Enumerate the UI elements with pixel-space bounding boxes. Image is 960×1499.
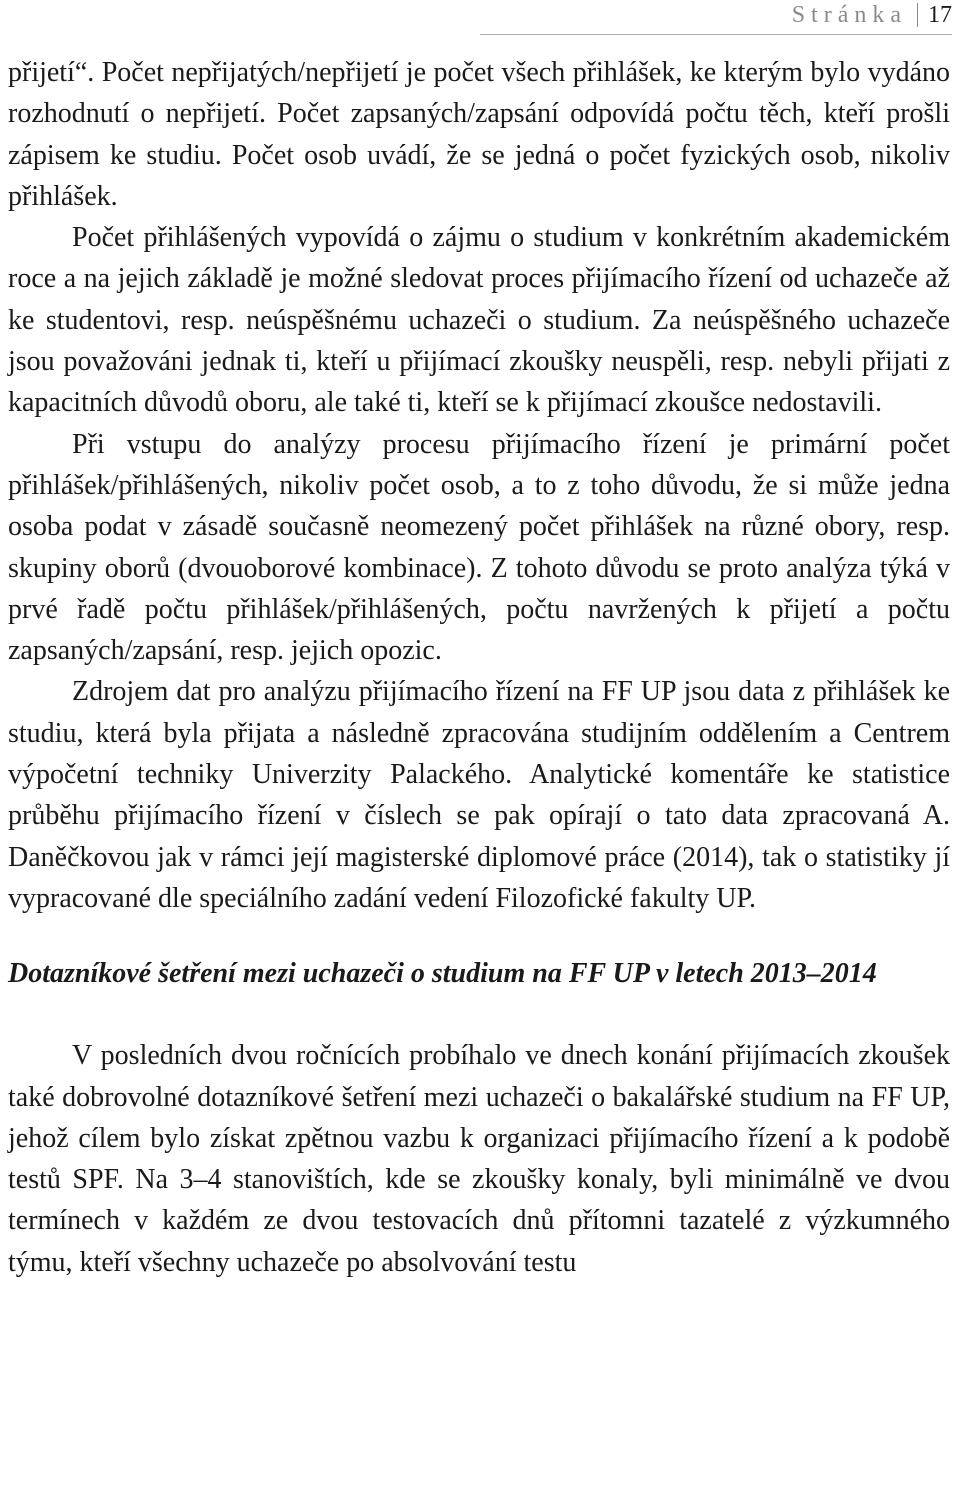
paragraph-applicants: Počet přihlášených vypovídá o zájmu o studium v konkrétním akademickém roce a na jejich základě je možné sledovat proces přijímacího řízení od uchazeče až ke studentovi, resp. neúspěšnému uchazeči o studium. Za neúspěšného uchazeče jsou považováni jednak ti, kteří u přijímací zkoušky neuspěli, resp. nebyli přijati z kapacitních důvodů oboru, ale také ti, kteří se k přijímací zkoušce nedostavili. — [8, 222, 950, 419]
document-body — [8, 52, 950, 1283]
paragraph-data-source: Zdrojem dat pro analýzu přijímacího řízení na FF UP jsou data z přihlášek ke studiu, která byla přijata a následně zpracována studijním oddělením a Centrem výpočetní techniky Univerzity Palackého. Analytické komentáře ke statistice průběhu přijímacího řízení v číslech se pak opírají o tato data zpracovaná A. Daněčkovou jak v rámci její magisterské diplomové práce (2014), tak o statistiky jí vypracované dle speciálního zadání vedení Filozofické fakulty UP. — [8, 676, 950, 914]
spacer — [8, 919, 950, 953]
spacer — [8, 994, 950, 1035]
page-header — [792, 0, 952, 30]
header-divider — [917, 3, 918, 27]
paragraph-analysis-entry: Při vstupu do analýzy procesu přijímacího řízení je primární počet přihlášek/přihlášených, nikoliv počet osob, a to z toho důvodu, že si může jedna osoba podat v zásadě současně neomezený počet přihlášek na různé obory, resp. skupiny oborů (dvouoborové kombinace). Z tohoto důvodu se proto analýza týká v prvé řadě počtu přihlášek/přihlášených, počtu navržených k přijetí a počtu zapsaných/zapsání, resp. jejich opozic. — [8, 428, 950, 667]
header-rule — [480, 34, 952, 35]
paragraph-continuation: přijetí“. Počet nepřijatých/nepřijetí je počet všech přihlášek, ke kterým bylo vydáno rozhodnutí o nepřijetí. Počet zapsaných/zapsání odpovídá počtu těch, kteří prošli zápisem ke studiu. Počet osob uvádí, že se jedná o počet fyzických osob, nikoliv přihlášek. — [8, 57, 950, 212]
page-number: 17 — [928, 1, 952, 28]
paragraph-survey: V posledních dvou ročnících probíhalo ve dnech konání přijímacích zkoušek také dobrovolné dotazníkové šetření mezi uchazeči o bakalářské studium na FF UP, jehož cílem bylo získat zpětnou vazbu k organizaci přijímacího řízení a k podobě testů SPF. Na 3–4 stanovištích, kde se zkoušky konaly, byli minimálně ve dvou termínech v každém ze dvou testovacích dnů přítomni tazatelé z výzkumného týmu, kteří všechny uchazeče po absolvování testu — [8, 1040, 950, 1278]
section-heading: Dotazníkové šetření mezi uchazeči o studium na FF UP v letech 2013–2014 — [8, 958, 877, 990]
page-label: Stránka — [791, 1, 907, 28]
